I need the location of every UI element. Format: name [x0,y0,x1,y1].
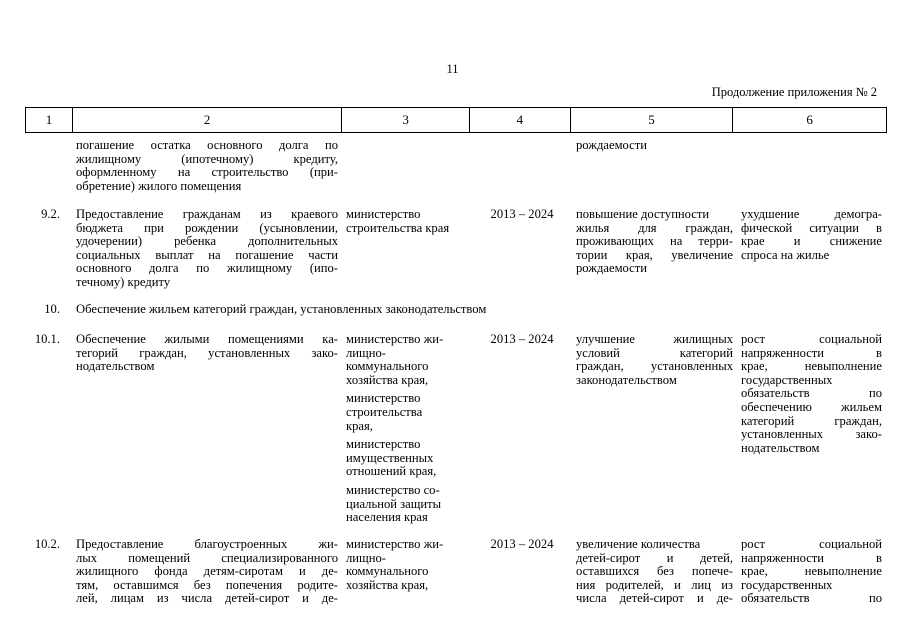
text-line: обретение) жилого помещения [76,178,242,193]
executor-group [346,333,466,387]
text-line: министерство [346,391,421,406]
text-line: оформленному на строительство (при- [76,165,338,180]
text-line: нодательством [741,440,820,455]
text-line: коммунального [346,564,429,579]
text-line: рождаемости [576,261,647,276]
text-line: тегорий граждан, установленных зако- [76,345,338,360]
text-line: населения края [346,510,428,525]
text-line: обязательств по [741,386,882,401]
text-line: увеличение количества [576,537,701,551]
executor-group [346,438,466,479]
row-10-2-period: 2013 – 2024 [490,537,554,551]
text-line: погашение остатка основного долга по [76,138,338,152]
text-line: основного долга по жилищному (ипо- [76,261,338,276]
text-line: граждан, установленных [576,359,733,374]
text-line: министерство [346,437,421,452]
text-line: Предоставление благоустроенных жи- [76,537,338,551]
text-line: жилищному (ипотечному) кредиту, [76,151,338,166]
row-number: 10.1. [34,332,60,346]
text-line: рождаемости [576,138,647,152]
text-line: лей, лицам из числа детей-сирот и де- [76,591,338,606]
text-line: министерство [346,207,421,221]
text-line: проживающих на терри- [576,234,733,249]
text-line: Обеспечение жилыми помещениями ка- [76,332,338,346]
text-line: министерство жи- [346,332,444,346]
row-9-2-measure [76,208,338,290]
row-9-2-period: 2013 – 2024 [490,207,554,221]
text-line: тории края, увеличение [576,247,733,262]
row-9-2-consequence [741,208,882,262]
row-10-2-measure [76,538,338,606]
text-line: напряженности в [741,550,882,565]
text-line: Предоставление гражданам из краевого [76,207,338,221]
text-line: установленных зако- [741,427,882,442]
text-line: лых помещений специализированного [76,550,338,565]
continuation-label: Продолжение приложения № 2 [711,85,877,99]
text-line: крае и снижение [741,234,882,249]
text-line: министерство со- [346,482,440,497]
row-10-2-result [576,538,733,606]
text-line: детей-сирот и детей, [576,550,733,565]
executor-group [346,484,466,525]
continuation-col2 [76,139,338,193]
row-10-2-consequence [741,538,882,606]
text-line: циальной защиты [346,496,442,511]
header-cell-6: 6 [806,112,813,127]
text-line: оставшихся без попече- [576,564,733,579]
text-line: министерство жи- [346,537,444,551]
text-line: ния родителей, и лиц из [576,577,733,592]
text-line: крае, невыполнение [741,564,882,579]
text-line: условий категорий [576,345,733,360]
table-header [25,107,887,133]
text-line: тям, оставшимся без попечения родите- [76,577,338,592]
text-line: жилья для граждан, [576,220,733,235]
text-line: лищно- [346,550,386,565]
text-line: категорий граждан, [741,413,882,428]
text-line: края, [346,418,373,433]
text-line: строительства [346,404,423,419]
row-number: 9.2. [41,207,60,221]
text-line: удочерении) ребенка дополнительных [76,234,338,249]
header-cell-3: 3 [342,108,470,132]
executor-group [346,392,466,433]
row-10-1-executors [346,333,466,525]
text-line: числа детей-сирот и де- [576,591,733,606]
continuation-col5 [576,139,733,153]
text-line: строительства края [346,220,450,235]
row-9-2-executor [346,208,466,235]
text-line: законодательством [576,372,677,387]
row-10-1-consequence [741,333,882,455]
text-line: спроса на жилье [741,247,830,262]
row-number: 10.2. [34,537,60,551]
text-line: хозяйства края, [346,577,429,592]
text-line: жилищного фонда детям-сиротам и де- [76,564,338,579]
page-number: 11 [446,62,459,76]
row-9-2-result [576,208,733,276]
text-line: течному) кредиту [76,274,171,289]
text-line: отношений края, [346,464,437,479]
text-line: фической ситуации в [741,220,882,235]
text-line: рост социальной [741,332,882,346]
header-cell-5: 5 [571,108,734,132]
text-line: социальных выплат на погашение части [76,247,338,262]
row-10-1-measure [76,333,338,374]
row-10-1-period: 2013 – 2024 [490,332,554,346]
row-10-1-result [576,333,733,387]
text-line: коммунального [346,359,429,374]
header-cell-4: 4 [470,108,571,132]
text-line: крае, невыполнение [741,359,882,374]
header-cell-2: 2 [73,108,342,132]
text-line: хозяйства края, [346,372,429,387]
text-line: государственных [741,577,833,592]
text-line: обязательств по [741,591,882,606]
section-title: Обеспечение жильем категорий граждан, установленных законодательством [76,302,487,316]
text-line: напряженности в [741,345,882,360]
text-line: повышение доступности [576,207,710,221]
text-line: имущественных [346,450,434,465]
text-line: бюджета при рождении (усыновлении, [76,220,338,235]
text-line: обеспечению жильем [741,399,882,414]
text-line: улучшение жилищных [576,332,733,346]
row-number: 10. [44,302,60,316]
row-10-2-executor [346,538,466,592]
text-line: ухудшение демогра- [741,207,882,221]
text-line: рост социальной [741,537,882,551]
text-line: лищно- [346,345,386,360]
text-line: государственных [741,372,833,387]
text-line: нодательством [76,359,155,374]
header-cell-1: 1 [26,108,73,132]
